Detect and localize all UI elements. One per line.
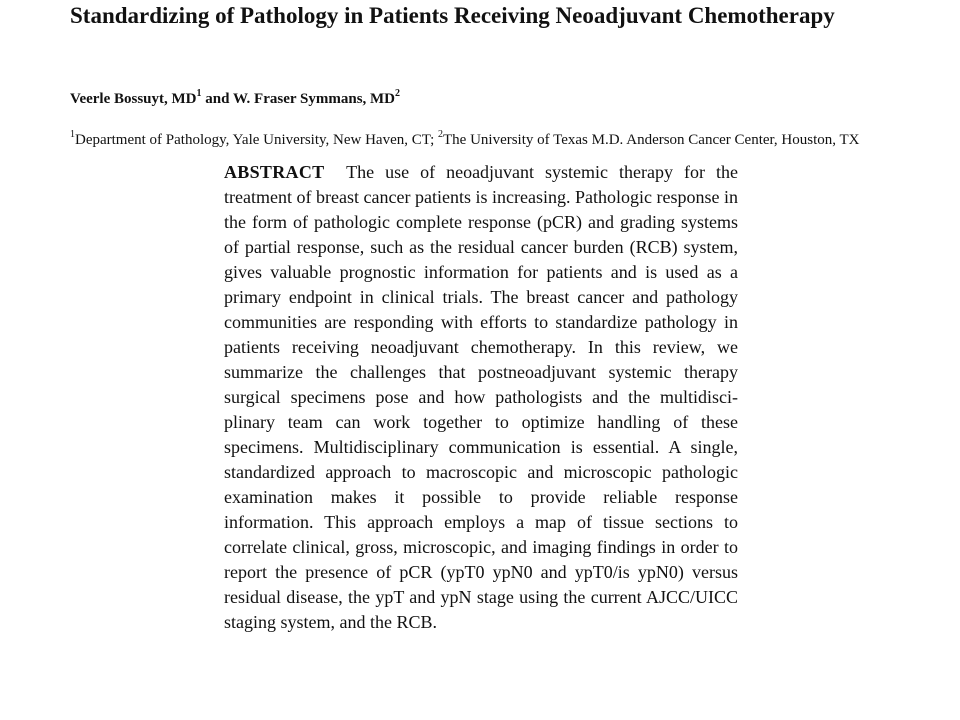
- affiliation-marker: 2: [438, 129, 443, 140]
- affiliation-marker: 1: [196, 88, 202, 99]
- author-line: [70, 88, 400, 110]
- affiliations: [70, 130, 905, 151]
- abstract-label: ABSTRACT: [224, 162, 325, 182]
- abstract-body: The use of neoadjuvant systemic therapy for the treatment of breast cancer patients is increasing. Pathologic response in the form of pathologic complete response (pCR) and grading systems of partial response, such as the residual cancer burden (RCB) system, gives valuable prognostic information for patients and is used as a primary endpoint in clinical trials. The breast cancer and pathology communities are responding with efforts to standardize pathology in patients receiving neoadjuvant chemotherapy. In this review, we summarize the challenges that postneoadjuvant systemic therapy surgical specimens pose and how pathologists and the multidisciplinary team can work together to optimize handling of these specimens. Multidisciplinary communication is essential. A single, standardized approach to macroscopic and microscopic pathologic examination makes it possible to provide reliable response information. This approach employs a map of tissue sections to correlate clinical, gross, microscopic, and imaging findings in order to report the presence of pCR (ypT0 ypN0 and ypT0/is ypN0) versus residual disease, the ypT and ypN stage using the current AJCC/UICC staging system, and the RCB.: [224, 162, 738, 632]
- affiliation-marker: 1: [70, 129, 75, 140]
- paper-title: Standardizing of Pathology in Patients Receiving Neoadjuvant Chemotherapy: [70, 3, 835, 28]
- affiliation-text: The University of Texas M.D. Anderson Cancer Center, Houston, TX: [443, 132, 860, 148]
- author-name: W. Fraser Symmans, MD: [232, 91, 396, 107]
- abstract: [224, 160, 738, 635]
- affiliation-text: Department of Pathology, Yale University, New Haven, CT;: [75, 132, 438, 148]
- author-joiner: and: [201, 91, 233, 107]
- author-name: Veerle Bossuyt, MD: [70, 91, 197, 107]
- affiliation-marker: 2: [395, 88, 401, 99]
